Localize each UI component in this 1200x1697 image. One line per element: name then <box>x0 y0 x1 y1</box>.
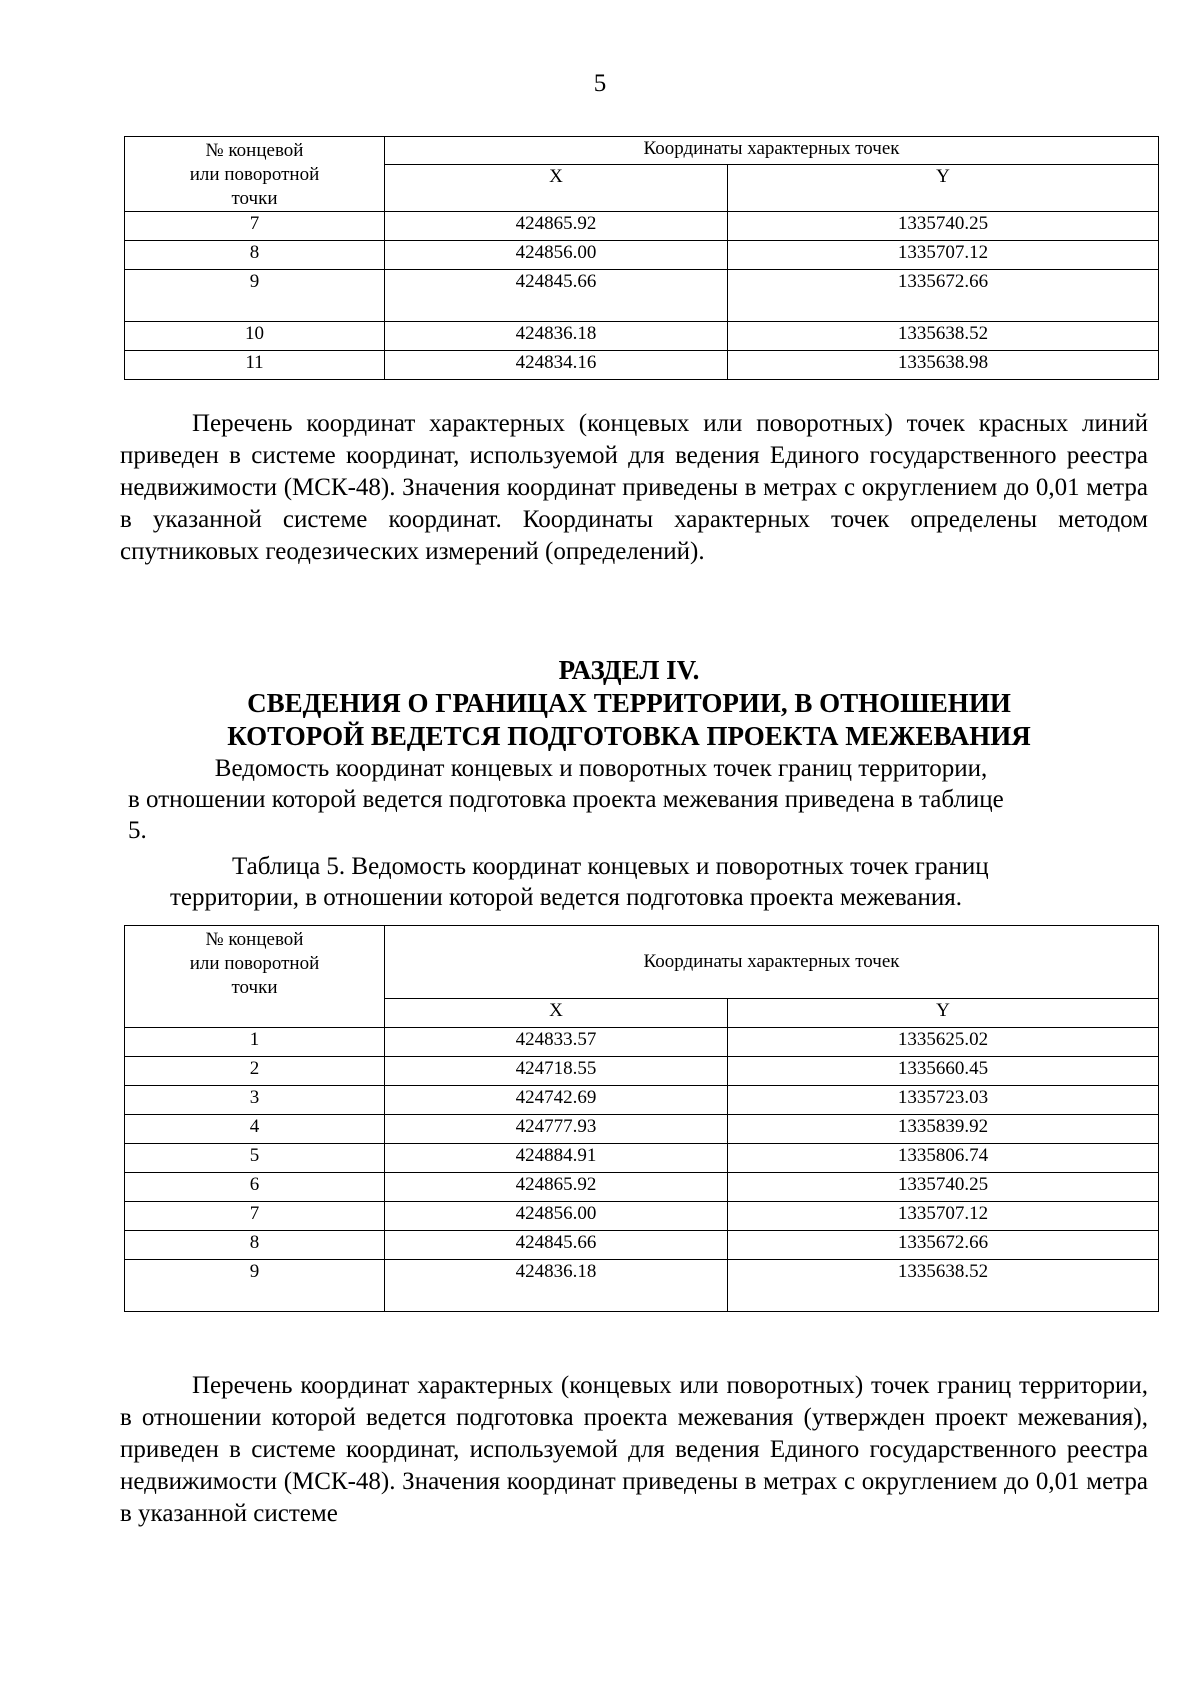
point-number: 10 <box>125 322 385 351</box>
coord-x: 424845.66 <box>385 270 728 322</box>
coord-x: 424865.92 <box>385 1173 728 1202</box>
table-row <box>125 1231 1159 1260</box>
coord-x: 424833.57 <box>385 1028 728 1057</box>
point-number: 3 <box>125 1086 385 1115</box>
coord-y: 1335740.25 <box>728 212 1159 241</box>
header-point-number: № концевой или поворотной точки <box>125 926 385 1028</box>
point-number: 9 <box>125 1260 385 1312</box>
table-row <box>125 212 1159 241</box>
table-caption-line1: Таблица 5. Ведомость координат концевых и поворотных точек границ <box>232 853 989 880</box>
coord-y: 1335638.98 <box>728 351 1159 380</box>
coord-y: 1335707.12 <box>728 1202 1159 1231</box>
coord-x: 424742.69 <box>385 1086 728 1115</box>
header-x: X <box>385 999 728 1028</box>
intro-line1: Ведомость координат концевых и поворотных точек границ территории, <box>214 755 988 782</box>
coord-x: 424718.55 <box>385 1057 728 1086</box>
table-row <box>125 1202 1159 1231</box>
coord-y: 1335638.52 <box>728 322 1159 351</box>
point-number: 9 <box>125 270 385 322</box>
coord-x: 424777.93 <box>385 1115 728 1144</box>
intro-line2: в отношении которой ведется подготовка проекта межевания приведена в таблице <box>128 786 1004 813</box>
coord-y: 1335638.52 <box>728 1260 1159 1312</box>
coord-x: 424856.00 <box>385 1202 728 1231</box>
coord-y: 1335672.66 <box>728 1231 1159 1260</box>
coord-y: 1335672.66 <box>728 270 1159 322</box>
paragraph-territory-text: Перечень координат характерных (концевых или поворотных) точек границ территории, в отношении которой ведется подготовка проекта межевания (утвержден проект межевания), приведен в системе координат, используемой для ведения Единого государственного реестра недвижимости (МСК-48). Значения координат приведены в метрах с округлением до 0,01 метра в указанной системе <box>120 1372 1148 1527</box>
header-coordinates: Координаты характерных точек <box>385 926 1159 999</box>
table-row <box>125 351 1159 380</box>
table-row <box>125 1173 1159 1202</box>
coord-y: 1335839.92 <box>728 1115 1159 1144</box>
point-number: 1 <box>125 1028 385 1057</box>
coord-y: 1335740.25 <box>728 1173 1159 1202</box>
coord-x: 424836.18 <box>385 1260 728 1312</box>
header-coordinates: Координаты характерных точек <box>385 137 1159 165</box>
coord-x: 424845.66 <box>385 1231 728 1260</box>
page-number: 5 <box>593 70 607 97</box>
coord-y: 1335660.45 <box>728 1057 1159 1086</box>
header-y: Y <box>728 165 1159 212</box>
section-title-line3: КОТОРОЙ ВЕДЕТСЯ ПОДГОТОВКА ПРОЕКТА МЕЖЕВАНИЯ <box>227 721 1031 751</box>
table-row <box>125 1028 1159 1057</box>
point-number: 8 <box>125 241 385 270</box>
table-caption-line2: территории, в отношении которой ведется подготовка проекта межевания. <box>170 884 963 911</box>
section-title-line1: РАЗДЕЛ IV. <box>558 655 700 685</box>
table-row <box>125 1115 1159 1144</box>
coord-y: 1335625.02 <box>728 1028 1159 1057</box>
intro-line3: 5. <box>128 817 147 844</box>
header-point-number: № концевой или поворотной точки <box>125 137 385 212</box>
point-number: 5 <box>125 1144 385 1173</box>
point-number: 2 <box>125 1057 385 1086</box>
coord-x: 424856.00 <box>385 241 728 270</box>
table-row <box>125 270 1159 322</box>
coordinates-table-5 <box>124 925 1159 1312</box>
point-number: 6 <box>125 1173 385 1202</box>
coord-x: 424836.18 <box>385 322 728 351</box>
section-title-line2: СВЕДЕНИЯ О ГРАНИЦАХ ТЕРРИТОРИИ, В ОТНОШЕНИИ <box>247 688 1011 718</box>
table-row <box>125 1260 1159 1312</box>
coord-y: 1335707.12 <box>728 241 1159 270</box>
point-number: 7 <box>125 1202 385 1231</box>
coordinates-table-red-lines <box>124 136 1159 380</box>
table-row <box>125 322 1159 351</box>
header-y: Y <box>728 999 1159 1028</box>
header-x: X <box>385 165 728 212</box>
coord-x: 424834.16 <box>385 351 728 380</box>
point-number: 7 <box>125 212 385 241</box>
table-row <box>125 1086 1159 1115</box>
point-number: 11 <box>125 351 385 380</box>
table-row <box>125 1057 1159 1086</box>
table-row <box>125 1144 1159 1173</box>
point-number: 4 <box>125 1115 385 1144</box>
coord-y: 1335723.03 <box>728 1086 1159 1115</box>
paragraph-territory <box>120 1370 1148 1530</box>
point-number: 8 <box>125 1231 385 1260</box>
coord-x: 424865.92 <box>385 212 728 241</box>
coord-y: 1335806.74 <box>728 1144 1159 1173</box>
paragraph-red-lines <box>120 408 1148 568</box>
coord-x: 424884.91 <box>385 1144 728 1173</box>
table-row <box>125 241 1159 270</box>
paragraph-red-lines-text: Перечень координат характерных (концевых или поворотных) точек красных линий приведен в системе координат, используемой для ведения Единого государственного реестра недвижимости (МСК-48). Значения координат приведены в метрах с округлением до 0,01 метра в указанной системе координат. Координаты характерных точек определены методом спутниковых геодезических измерений (определений). <box>120 410 1148 565</box>
